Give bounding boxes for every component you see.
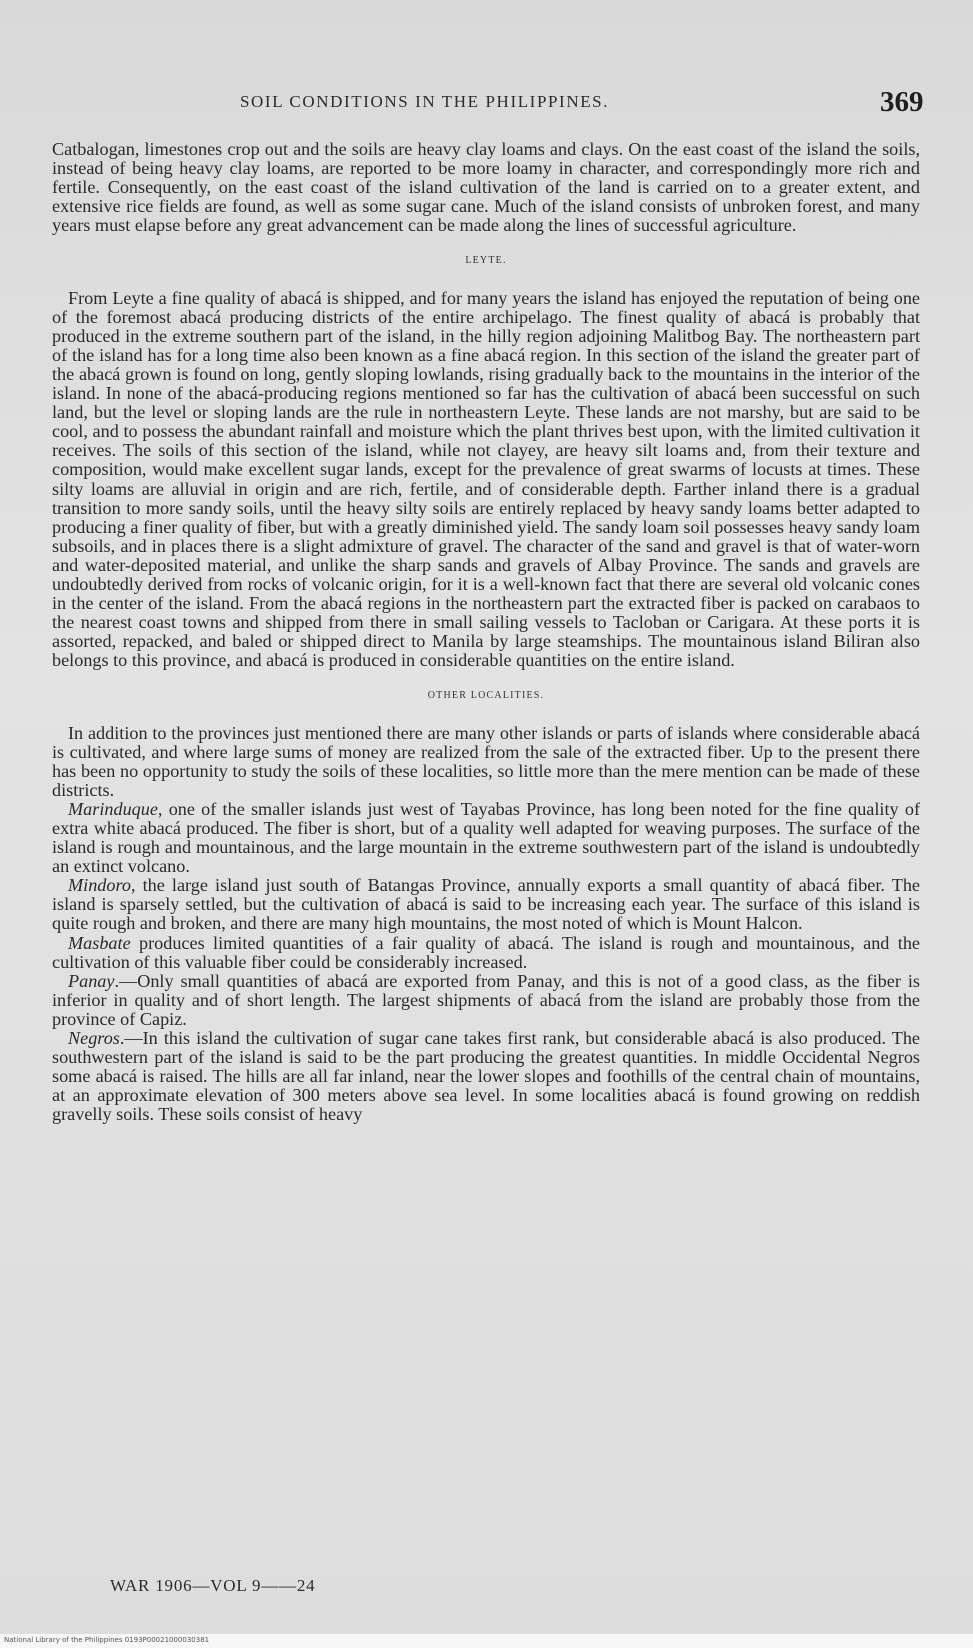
- footer-credit: National Library of the Philippines 0193P00021000030381: [4, 1636, 210, 1644]
- running-title: SOIL CONDITIONS IN THE PHILIPPINES.: [240, 92, 610, 111]
- place-name-masbate: Masbate: [68, 932, 131, 953]
- paragraph-other-localities: In addition to the provinces just mentioned there are many other islands or parts of islands where considerable abacá is cultivated, and where large sums of money are realized from the sale of the extracted fiber. Up to the present there has been no opportunity to study the soils of these localities, so little more than the mere mention can be made of these districts.: [52, 722, 920, 800]
- place-name-panay: Panay: [68, 970, 115, 991]
- paragraph-leyte: From Leyte a fine quality of abacá is shipped, and for many years the island has enjoyed the reputation of being one of the foremost abacá producing districts of the entire archipelago. The finest quality of abacá is probably that produced in the extreme southern part of the island, in the hilly region adjoining Malitbog Bay. The northeastern part of the island has for a long time also been known as a fine abacá region. In this section of the island the greater part of the abacá grown is found on long, gently sloping lowlands, rising gradually back to the mountains in the interior of the island. In none of the abacá-producing regions mentioned so far has the cultivation of abacá been successful on such land, but the level or sloping lands are the rule in northeastern Leyte. These lands are not marshy, but are said to be cool, and to possess the abundant rainfall and moisture which the plant thrives best upon, with the limited cultivation it receives. The soils of this section of the island, while not clayey, are heavy silt loams and, from their texture and composition, would make excellent sugar lands, except for the prevalence of great swarms of locusts at times. These silty loams are alluvial in origin and are rich, fertile, and of considerable depth. Farther inland there is a gradual transition to more sandy soils, until the heavy silty soils are entirely replaced by heavy sandy loams better adapted to producing a finer quality of fiber, but with a greatly diminished yield. The sandy loam soil possesses heavy sandy loam subsoils, and in places there is a slight admixture of gravel. The character of the sand and gravel is that of water-worn and water-deposited material, and unlike the sharp sands and gravels of Albay Province. The sands and gravels are undoubtedly derived from rocks of volcanic origin, for it is a well-known fact that there are several old volcanic cones in the center of the island. From the abacá regions in the northeastern part the extracted fiber is packed on carabaos to the nearest coast towns and shipped from there in small sailing vessels to Tacloban or Carigara. At these ports it is assorted, repacked, and baled or shipped direct to Manila by large steamships. The mountainous island Biliran also belongs to this province, and abacá is produced in considerable quantities on the entire island.: [52, 287, 920, 671]
- paragraph-mindoro: [52, 876, 920, 933]
- paragraph-negros: [52, 1029, 920, 1124]
- paragraph-marinduque-text: , one of the smaller islands just west of Tayabas Province, has long been noted for the fine quality of extra white abacá produced. The fiber is short, but of a quality well adapted for weaving purposes. The surface of the island is rough and mountainous, and the large mountain in the extreme southwestern part of the island is undoubtedly an extinct volcano.: [52, 798, 920, 877]
- section-heading-other-localities: OTHER LOCALITIES.: [427, 690, 545, 702]
- page-number: 369: [880, 86, 924, 118]
- paragraph-masbate-text: produces limited quantities of a fair quality of abacá. The island is rough and mountainous, and the cultivation of this valuable fiber could be considerably increased.: [52, 932, 920, 972]
- paragraph-samar-continued: Catbalogan, limestones crop out and the soils are heavy clay loams and clays. On the east coast of the island the soils, instead of being heavy clay loams, are reported to be more loamy in character, and correspondingly more rich and fertile. Consequently, on the east coast of the island cultivation of the land is carried on to a greater extent, and extensive rice fields are found, as well as some sugar cane. Much of the island consists of unbroken forest, and many years must elapse before any great advancement can be made along the lines of successful agriculture.: [52, 139, 920, 236]
- running-head: [0, 86, 973, 126]
- paragraph-masbate: [52, 934, 920, 972]
- paragraph-negros-text: .—In this island the cultivation of sugar cane takes first rank, but considerable abacá is also produced. The southwestern part of the island is said to be the part producing the greatest quantities. In middle Occidental Negros some abacá is raised. The hills are all far inland, near the lower slopes and foothills of the central chain of mountains, at an approximate elevation of 300 meters above sea level. In some localities abacá is found growing on reddish gravelly soils. These soils consist of heavy: [52, 1028, 920, 1125]
- place-name-mindoro: Mindoro: [68, 875, 131, 896]
- paragraph-panay: [52, 972, 920, 1029]
- body-text: [52, 140, 920, 1125]
- paragraph-mindoro-text: , the large island just south of Batangas Province, annually exports a small quantity of abacá fiber. The island is sparsely settled, but the cultivation of abacá is said to be increasing each year. The surface of this island is quite rough and broken, and there are many high mountains, the most noted of which is Mount Halcon.: [52, 875, 920, 934]
- paragraph-panay-text: .—Only small quantities of abacá are exported from Panay, and this is not of a good class, as the fiber is inferior in quality and of short length. The largest shipments of abacá from the island are probably those from the province of Capiz.: [52, 970, 920, 1029]
- section-heading-leyte: LEYTE.: [465, 255, 507, 267]
- signature-line: WAR 1906—VOL 9——24: [110, 1576, 316, 1595]
- place-name-marinduque: Marinduque: [68, 798, 158, 819]
- place-name-negros: Negros: [68, 1028, 120, 1049]
- paragraph-marinduque: [52, 800, 920, 876]
- footer-strip: [0, 1634, 973, 1648]
